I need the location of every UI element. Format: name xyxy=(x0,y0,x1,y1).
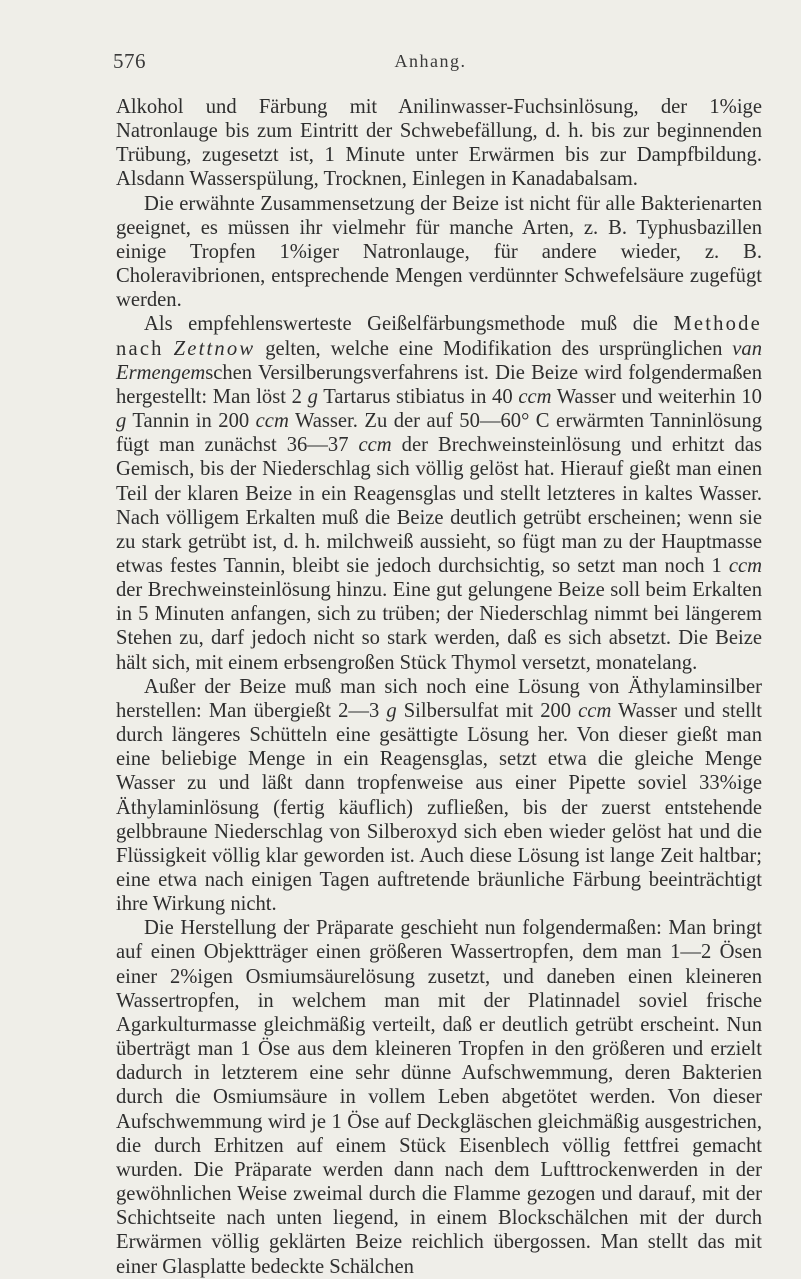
author-name: Zettnow xyxy=(173,337,256,360)
text-run: Die erwähnte Zusammensetzung der Beize ist nicht für alle Bakterienarten geeignet, es müssen ihr vielmehr für manche Arten, z. B. Typhusbazillen einige Tropfen 1%iger Natronlauge, für andere wieder, z. B. Choleravibrionen, entsprechende Mengen verdünnter Schwefelsäure zugefügt werden. xyxy=(116,192,762,312)
text-run: der Brechweinsteinlösung und erhitzt das Gemisch, bis der Niederschlag sich völlig gelöst hat. Hierauf gießt man einen Teil der klaren Beize in ein Reagensglas und stellt letzteres in kaltes Wasser. Nach völligem Erkalten muß die Beize deutlich getrübt erscheinen; wenn sie zu stark getrübt ist, d. h. milchweiß aussieht, so fügt man zu der Hauptmasse etwas festes Tannin, bleibt sie jedoch durchsichtig, so setzt man noch 1 xyxy=(116,434,762,577)
text-run: Die Herstellung der Präparate geschieht nun folgendermaßen: Man bringt auf einen Objektträger einen größeren Wassertropfen, dem man 1—2 Ösen einer 2%igen Osmiumsäurelösung zusetzt, und daneben einen kleineren Wassertropfen, in welchem man mit der Platinnadel soviel frische Agarkulturmasse gleichmäßig verteilt, daß er deutlich getrübt erscheint. Nun überträgt man 1 Öse aus dem kleineren Tropfen in den größeren und erzielt dadurch in letzterem eine sehr dünne Aufschwemmung, deren Bakterien durch die Osmiumsäure in vollem Leben abgetötet werden. Von dieser Aufschwemmung wird je 1 Öse auf Deckgläschen gleichmäßig ausgestrichen, die durch Erhitzen auf einem Stück Eisenblech völlig fettfrei gemacht wurden. Die Präparate werden dann nach dem Lufttrockenwerden in der gewöhnlichen Weise zweimal durch die Flamme gezogen und darauf, mit der Schichtseite nach unten liegend, in einem Blockschälchen mit der durch Erwärmen völlig geklärten Beize reichlich übergossen. Man stellt das mit einer Glasplatte bedeckte Schälchen xyxy=(116,917,762,1278)
running-head: Anhang. xyxy=(394,51,467,71)
italic-text: g xyxy=(116,410,127,433)
text-run: schen Versilberungsverfahrens ist. Die Beize wird folgendermaßen hergestellt: Man löst 2 xyxy=(116,361,762,408)
paragraph xyxy=(116,916,762,1278)
italic-text: g xyxy=(307,385,318,408)
body-text xyxy=(116,95,762,1279)
italic-text: ccm xyxy=(578,699,612,722)
text-run: Als empfehlenswerteste Geißelfärbungsmethode muß die xyxy=(144,313,674,336)
text-run: Alkohol und Färbung mit Anilinwasser-Fuchsinlösung, der 1%ige Natronlauge bis zum Eintritt der Schwebefällung, d. h. bis zur beginnenden Trübung, zugesetzt ist, 1 Minute unter Erwärmen bis zur Dampfbildung. Alsdann Wasserspülung, Trocknen, Einlegen in Kanadabalsam. xyxy=(116,96,762,191)
emphasized-text: Methode nach xyxy=(116,313,762,360)
text-run: Tartarus stibiatus in 40 xyxy=(317,385,519,408)
text-run: gelten, welche eine Modifikation des ursprünglichen xyxy=(255,337,733,360)
page-header xyxy=(113,49,748,77)
text-run: Wasser und stellt durch längeres Schütteln eine gesättigte Lösung her. Von dieser gießt man eine beliebige Menge in ein Reagensglas, setzt etwa die gleiche Menge Wasser zu und läßt dann tropfenweise aus einer Pipette soviel 33%ige Äthylaminlösung (fertig käuflich) zufließen, bis der zuerst entstehende gelbbraune Niederschlag von Silberoxyd sich eben wieder gelöst hat und die Flüssigkeit völlig klar geworden ist. Auch diese Lösung ist lange Zeit haltbar; eine etwa nach einigen Tagen auftretende bräunliche Färbung beeinträchtigt ihre Wirkung nicht. xyxy=(116,699,763,916)
italic-text: ccm xyxy=(358,434,392,457)
text-run: Tannin in 200 xyxy=(126,410,256,433)
text-run: Wasser und weiterhin 10 xyxy=(551,385,762,408)
italic-text: ccm xyxy=(255,410,289,433)
text-run: der Brechweinsteinlösung hinzu. Eine gut gelungene Beize soll beim Erkalten in 5 Minuten anfangen, sich zu trüben; der Niederschlag nimmt bei längerem Stehen zu, darf jedoch nicht so stark werden, daß es sich absetzt. Die Beize hält sich, mit einem erbsengroßen Stück Thymol versetzt, monatelang. xyxy=(116,579,762,674)
italic-text: g xyxy=(386,699,397,722)
text-run: Wasser. Zu der auf 50—60° C erwärmten Tanninlösung fügt man zunächst 36—37 xyxy=(116,410,762,457)
paragraph xyxy=(116,192,762,313)
paragraph xyxy=(116,312,762,674)
page-number: 576 xyxy=(113,49,146,73)
text-run xyxy=(164,338,174,360)
italic-text: ccm xyxy=(728,554,762,577)
paragraph xyxy=(116,675,762,917)
italic-text: ccm xyxy=(518,385,552,408)
text-run: Außer der Beize muß man sich noch eine Lösung von Äthylaminsilber herstellen: Man übergießt 2—3 xyxy=(116,675,762,722)
italic-text: van Ermengem xyxy=(116,337,763,384)
paragraph xyxy=(116,95,762,192)
text-run: Silbersulfat mit 200 xyxy=(396,699,579,722)
